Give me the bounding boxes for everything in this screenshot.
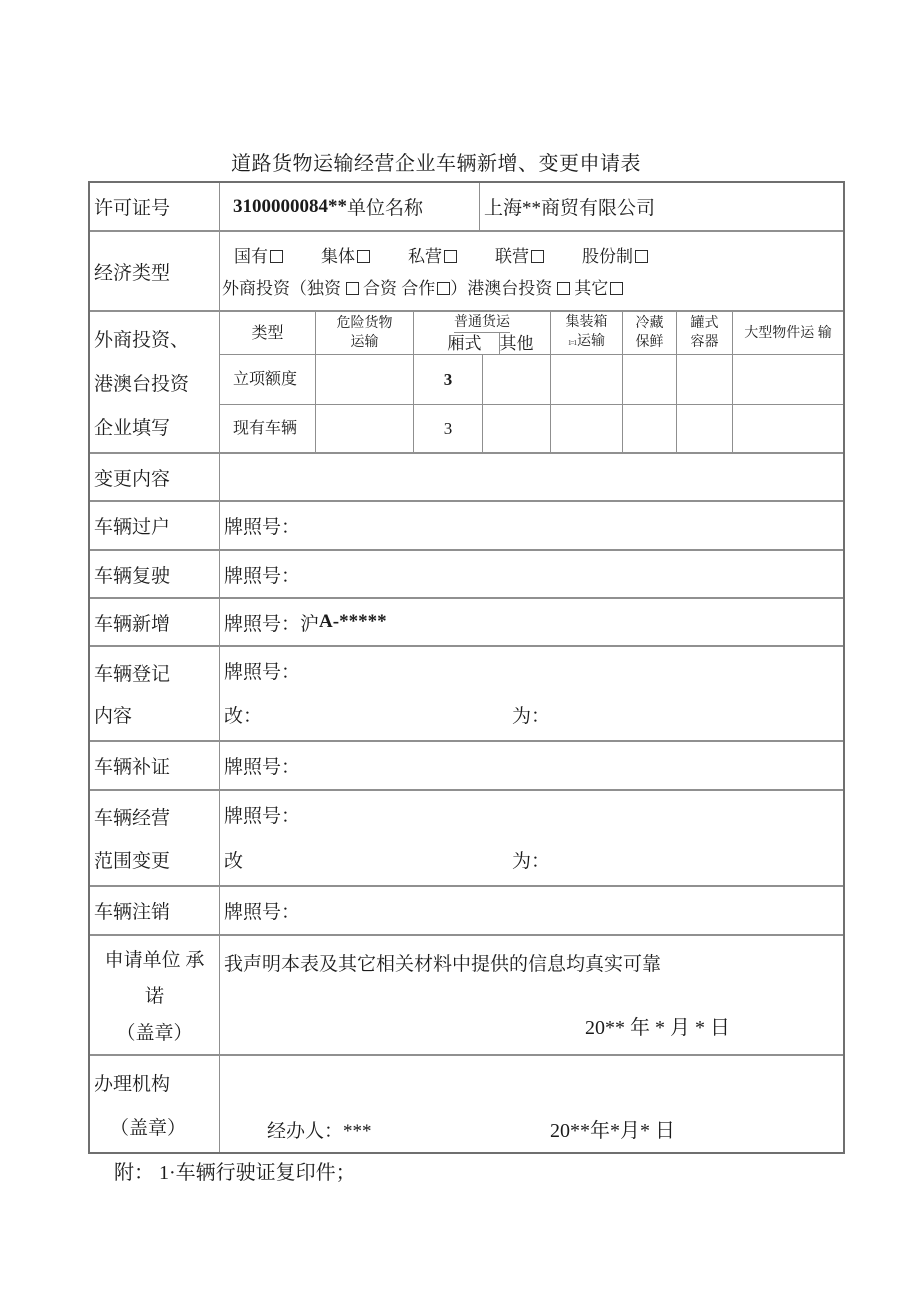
agency-date: 20**年*月* 日 xyxy=(550,1120,675,1142)
vehicle-reissue-label: 车辆补证 xyxy=(90,742,220,789)
vehicle-transfer-plate: 牌照号： xyxy=(224,517,301,538)
plate-number-value: A-***** xyxy=(319,611,387,632)
business-scope-change-label: 车辆经营 范围变更 xyxy=(90,791,220,885)
agency-operator: 经办人：*** xyxy=(267,1121,372,1142)
vehicle-resume-plate: 牌照号： xyxy=(224,565,301,587)
vehicle-transfer-label: 车辆过户 xyxy=(90,502,220,549)
vehicle-deregistration-label: 车辆注销 xyxy=(90,887,220,934)
vehicle-deregistration-row xyxy=(90,885,843,934)
hmt-investment-checkbox xyxy=(557,282,570,295)
existing-vehicles-box-value: 3 xyxy=(414,405,483,452)
vehicle-addition-row xyxy=(90,597,843,645)
large-object-header: 大型物件运 输 xyxy=(744,325,832,341)
change-content-row xyxy=(90,452,843,500)
economic-type-row xyxy=(90,230,843,310)
applicant-commitment-row xyxy=(90,934,843,1054)
registration-change-from: 改： xyxy=(224,706,263,727)
project-quota-label: 立项额度 xyxy=(220,355,316,403)
other-checkbox xyxy=(610,282,623,295)
economic-options-line1 xyxy=(220,242,843,267)
joint-operation-checkbox xyxy=(531,250,544,263)
form-title: 道路货物运输经营企业车辆新增、变更申请表 xyxy=(231,153,641,175)
license-number-digits: 3100000084** xyxy=(233,195,347,217)
sole-proprietorship-checkbox xyxy=(346,282,359,295)
shareholding-option: 股份制 xyxy=(582,242,648,267)
joint-venture-checkbox xyxy=(437,282,450,295)
license-number-value xyxy=(220,183,480,230)
private-option: 私营 xyxy=(408,242,457,267)
vehicle-resume-row xyxy=(90,549,843,597)
processing-agency-label: 办理机构 （盖章） xyxy=(90,1056,220,1152)
scope-plate: 牌照号： xyxy=(224,806,301,827)
applicant-commitment-content xyxy=(220,936,843,1054)
tank-container-header: 罐式 容器 xyxy=(677,312,733,354)
application-form-table xyxy=(88,181,845,1154)
change-content-value xyxy=(220,454,843,500)
license-number-row xyxy=(90,183,843,230)
private-checkbox xyxy=(444,250,457,263)
state-owned-option: 国有 xyxy=(234,242,283,267)
processing-agency-row xyxy=(90,1054,843,1152)
change-content-label: 变更内容 xyxy=(90,454,220,500)
collective-option: 集体 xyxy=(321,242,370,267)
vehicle-addition-plate: 牌照号：沪 A-***** xyxy=(224,611,387,635)
business-scope-change-row xyxy=(90,789,843,885)
vehicle-category-table xyxy=(220,312,843,452)
refrigerated-header: 冷藏 保鲜 xyxy=(623,312,677,354)
vehicle-addition-label: 车辆新增 xyxy=(90,599,220,645)
dangerous-goods-header: 危险货物 运输 xyxy=(316,312,414,354)
business-scope-change-content xyxy=(220,791,843,885)
vehicle-reissue-plate: 牌照号： xyxy=(224,757,301,778)
vehicle-reissue-row xyxy=(90,740,843,789)
license-number-label: 许可证号 xyxy=(90,183,220,230)
box-truck-subheader: 厢式 xyxy=(431,333,500,354)
state-owned-checkbox xyxy=(270,250,283,263)
container-transport-header: 集装箱 1=1运输 xyxy=(551,312,623,354)
project-quota-row xyxy=(220,355,843,403)
project-quota-box-value: 3 xyxy=(414,355,483,403)
existing-vehicles-label: 现有车辆 xyxy=(220,405,316,452)
applicant-commitment-label: 申请单位 承 诺 （盖章） xyxy=(90,936,220,1054)
collective-checkbox xyxy=(357,250,370,263)
vehicle-registration-label: 车辆登记 内容 xyxy=(90,647,220,740)
foreign-investment-section xyxy=(90,310,843,452)
joint-operation-option: 联营 xyxy=(495,242,544,267)
economic-options-line2: 外商投资（独资 合资 合作 ）港澳台投资 其它 xyxy=(220,274,843,299)
container-mark: 1=1 xyxy=(568,339,576,348)
foreign-investment-label: 外商投资、 港澳台投资 企业填写 xyxy=(90,312,220,452)
other-subheader: 其他 xyxy=(499,334,534,354)
commitment-statement: 我声明本表及其它相关材料中提供的信息均真实可靠 xyxy=(224,954,662,975)
vehicle-resume-label: 车辆复驶 xyxy=(90,551,220,597)
economic-type-options xyxy=(220,232,843,310)
existing-vehicles-row xyxy=(220,404,843,452)
commitment-date: 20** 年 * 月 * 日 xyxy=(585,1017,730,1039)
processing-agency-content xyxy=(220,1056,843,1152)
registration-change-to: 为： xyxy=(512,706,551,727)
vehicle-registration-content xyxy=(220,647,843,740)
vehicle-deregistration-plate: 牌照号： xyxy=(224,902,301,923)
vehicle-registration-row xyxy=(90,645,843,740)
attachment-note: 附： 1·车辆行驶证复印件； xyxy=(114,1162,356,1184)
scope-change-to: 为： xyxy=(512,851,551,872)
company-name-value: 上海**商贸有限公司 xyxy=(484,198,656,219)
vehicle-category-header xyxy=(220,312,843,355)
scope-change-from: 改 xyxy=(224,851,244,872)
registration-plate: 牌照号： xyxy=(224,662,301,683)
unit-name-label: 单位名称 xyxy=(347,198,424,219)
vehicle-transfer-row xyxy=(90,500,843,549)
general-freight-header: 普通货运 厢式 其他 xyxy=(414,312,551,354)
type-header: 类型 xyxy=(220,312,316,354)
economic-type-label: 经济类型 xyxy=(90,232,220,310)
shareholding-checkbox xyxy=(635,250,648,263)
